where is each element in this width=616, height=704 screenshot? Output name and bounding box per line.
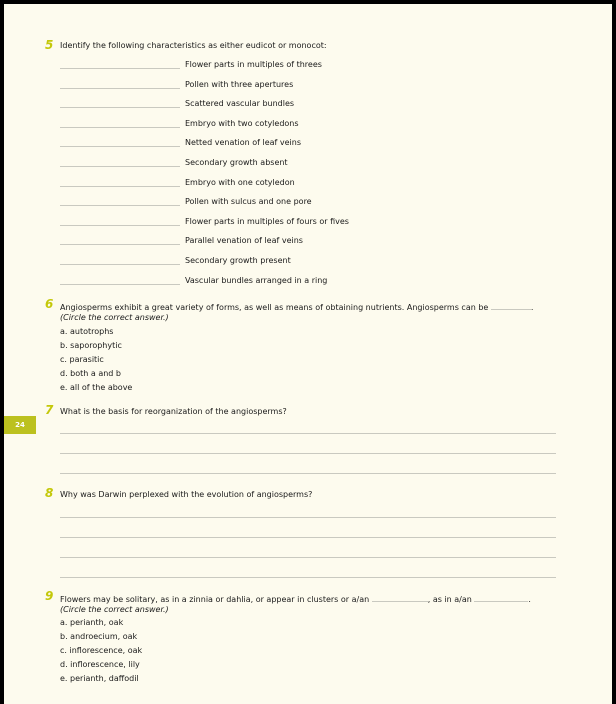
question-5-characteristic: Embryo with two cotyledons: [185, 119, 299, 128]
question-9-option-b[interactable]: b. androecium, oak: [60, 632, 138, 641]
question-5-characteristic: Secondary growth present: [185, 256, 291, 265]
question-5-characteristic: Scattered vascular bundles: [185, 99, 295, 108]
question-8-text: Why was Darwin perplexed with the evolution of angiosperms?: [60, 490, 313, 499]
question-5-characteristic: Pollen with sulcus and one pore: [185, 197, 312, 206]
question-5-answer-blank[interactable]: [60, 127, 180, 128]
question-5-answer-blank[interactable]: [60, 225, 180, 226]
question-9-end: .: [528, 595, 531, 604]
question-9-option-e[interactable]: e. perianth, daffodil: [60, 674, 139, 683]
question-9-instruction: (Circle the correct answer.): [60, 605, 169, 614]
question-6-stem: Angiosperms exhibit a great variety of forms, as well as means of obtaining nutrients. Angiosperms can be: [60, 303, 489, 312]
question-9-option-d[interactable]: d. inflorescence, lily: [60, 660, 140, 669]
question-5-text: Identify the following characteristics as either eudicot or monocot:: [60, 41, 327, 50]
question-5-characteristic: Vascular bundles arranged in a ring: [185, 276, 328, 285]
question-5-characteristic: Netted venation of leaf veins: [185, 138, 301, 147]
question-7-answer-line[interactable]: [60, 453, 556, 454]
question-5-answer-blank[interactable]: [60, 186, 180, 187]
question-5-answer-blank[interactable]: [60, 264, 180, 265]
page-number-tab: 24: [4, 416, 36, 434]
question-5-answer-blank[interactable]: [60, 68, 180, 69]
question-5-characteristic: Pollen with three apertures: [185, 80, 294, 89]
question-6-option-b[interactable]: b. saporophytic: [60, 341, 122, 350]
question-6-text: [60, 301, 533, 312]
question-5-answer-blank[interactable]: [60, 284, 180, 285]
question-9-stem-a: Flowers may be solitary, as in a zinnia or dahlia, or appear in clusters or a/an: [60, 595, 370, 604]
question-6-option-a[interactable]: a. autotrophs: [60, 327, 114, 336]
worksheet-page: [4, 4, 612, 704]
question-6-option-d[interactable]: d. both a and b: [60, 369, 122, 378]
question-6-end: .: [530, 303, 534, 312]
question-7-number: 7: [45, 403, 54, 417]
question-5-characteristic: Secondary growth absent: [185, 158, 288, 167]
question-8-answer-line[interactable]: [60, 557, 556, 558]
question-7-text: What is the basis for reorganization of the angiosperms?: [60, 407, 287, 416]
question-9-text: [60, 593, 531, 604]
question-8-answer-line[interactable]: [60, 537, 556, 538]
question-9-option-a[interactable]: a. perianth, oak: [60, 618, 124, 627]
question-5-characteristic: Flower parts in multiples of fours or fives: [185, 217, 349, 226]
question-7-answer-line[interactable]: [60, 433, 556, 434]
question-6-instruction: (Circle the correct answer.): [60, 313, 169, 322]
question-8-number: 8: [45, 486, 54, 500]
question-9-option-c[interactable]: c. inflorescence, oak: [60, 646, 143, 655]
question-9-stem-b: , as in a/an: [427, 595, 472, 604]
question-5-characteristic: Flower parts in multiples of threes: [185, 60, 322, 69]
question-6-option-e[interactable]: e. all of the above: [60, 383, 133, 392]
question-5-answer-blank[interactable]: [60, 107, 180, 108]
question-5-answer-blank[interactable]: [60, 88, 180, 89]
question-5-number: 5: [45, 38, 54, 52]
question-5-characteristic: Embryo with one cotyledon: [185, 178, 295, 187]
question-8-answer-line[interactable]: [60, 517, 556, 518]
question-9-number: 9: [45, 589, 54, 603]
question-6-option-c[interactable]: c. parasitic: [60, 355, 104, 364]
question-5-answer-blank[interactable]: [60, 146, 180, 147]
question-5-answer-blank[interactable]: [60, 244, 180, 245]
question-5-characteristic: Parallel venation of leaf veins: [185, 236, 303, 245]
question-5-answer-blank[interactable]: [60, 166, 180, 167]
question-6-blank[interactable]: [491, 301, 531, 310]
question-8-answer-line[interactable]: [60, 577, 556, 578]
question-6-number: 6: [45, 297, 54, 311]
question-5-answer-blank[interactable]: [60, 205, 180, 206]
question-9-blank-1[interactable]: [372, 593, 428, 602]
question-7-answer-line[interactable]: [60, 473, 556, 474]
question-9-blank-2[interactable]: [474, 593, 528, 602]
